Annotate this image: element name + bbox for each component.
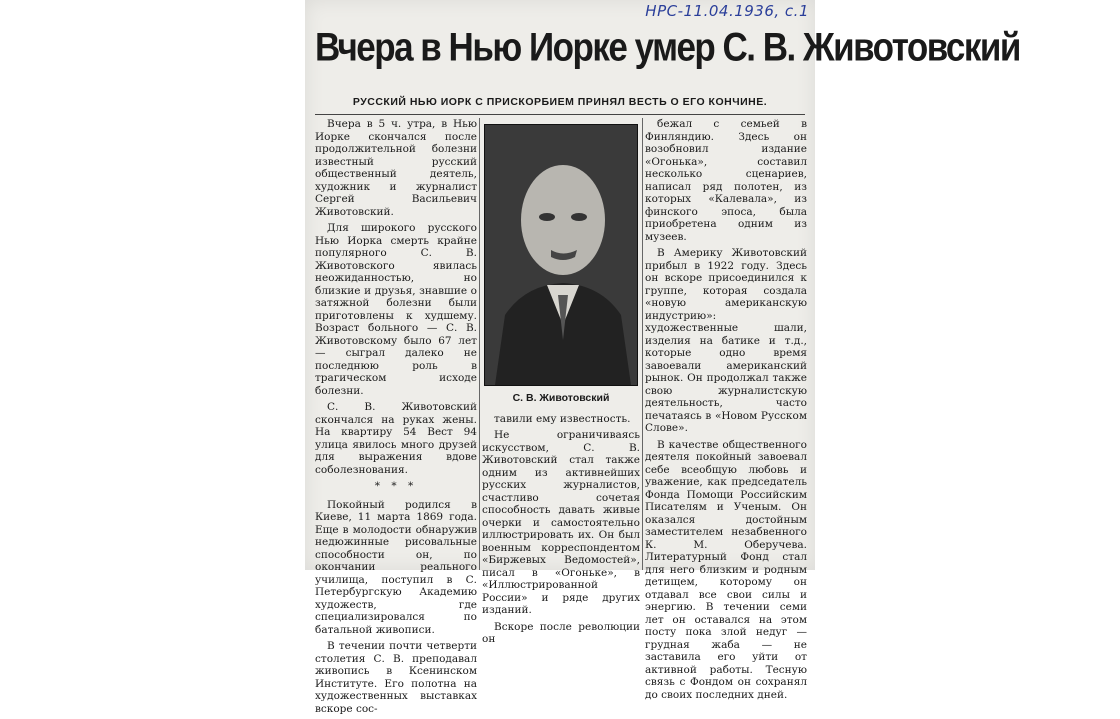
paragraph: Для широкого русского Нью Иорка смерть крайне популярного С. В. Животовского явилась неожиданностью, но близкие и друзья, знавшие о затяжной болезни были приготовлены к худшему. Возраст больного — С. В. Животовскому было 67 лет — сыграл далеко не последнюю роль в трагическом исходе болезни. [315,222,477,397]
paragraph: В качестве общественного деятеля покойный завоевал себе всеобщую любовь и уважение, как председатель Фонда Помощи Российским Писателям и Ученым. Он оказался достойным заместителем незабвенного К. М. Оберучева. Литературный Фонд стал для него близким и родным детищем, которому он отдавал все свои силы и энергию. В течении семи лет он оставался на этом посту пока злой недуг — грудная жаба — не заставила его уйти от активной работы. Тесную связь с Фондом он сохранял до своих последних дней. [645,438,807,701]
column-divider-2 [642,118,643,570]
handwritten-note: НРС-11.04.1936, с.1 [645,2,809,20]
column-3 [645,118,807,705]
portrait-image [485,125,637,385]
section-separator: * * * [374,480,418,492]
headline: Вчера в Нью Иорке умер С. В. Животовский [315,25,1020,70]
column-2 [482,118,640,650]
column-divider-1 [479,118,480,570]
newspaper-clipping [305,0,1020,715]
paragraph: С. В. Животовский скончался на руках жены. На квартиру 54 Вест 94 улица явилось много друзей для выражения вдове соболезнования. [315,401,477,476]
subheadline: РУССКИЙ НЬЮ ИОРК С ПРИСКОРБИЕМ ПРИНЯЛ ВЕСТЬ О ЕГО КОНЧИНЕ. [352,96,768,108]
paragraph: тавили ему известность. [494,412,631,425]
paragraph: бежал с семьей в Финляндию. Здесь он возобновил издание «Огонька», составил несколько сценариев, написал ряд полотен, из которых «Калевала», из финского эпоса, была приобретена одним из музеев. [645,118,807,243]
column-1 [315,118,477,719]
paragraph: Вчера в 5 ч. утра, в Нью Иорке скончался после продолжительной болезни известный русский общественный деятель, художник и журналист Сергей Васильевич Животовский. [315,118,477,218]
paragraph: В Америку Животовский прибыл в 1922 году. Здесь он вскоре присоединился к группе, которая создала «новую американскую индустрию»: художественные шали, изделия на батике и т.д., которые одно время завоевали американский рынок. Он продолжал также свою журналистскую деятельность, часто печатаясь в «Новом Русском Слове». [645,247,807,434]
paragraph: Вскоре после революции он [482,620,640,645]
header-rule [315,114,805,115]
photo-caption: С. В. Животовский [512,392,610,404]
paragraph: В течении почти четверти столетия С. В. преподавал живопись в Ксенинском Институте. Его полотна на художественных выставках вскоре сос- [315,640,477,715]
paragraph: Покойный родился в Киеве, 11 марта 1869 года. Еще в молодости обнаружив недюжинные рисовальные способности он, по окончании реального училища, поступил в С. Петербургскую Академию художеств, где специализировался по батальной живописи. [315,498,477,636]
portrait-photo [484,124,638,386]
paragraph: Не ограничиваясь искусством, С. В. Животовский стал также одним из активнейших русских журналистов, счастливо сочетая способность давать живые очерки и самостоятельно иллюстрировать их. Он был военным корреспондентом «Биржевых Ведомостей», писал в «Огоньке», в «Иллюстрированной России» и ряде других изданий. [482,429,640,616]
